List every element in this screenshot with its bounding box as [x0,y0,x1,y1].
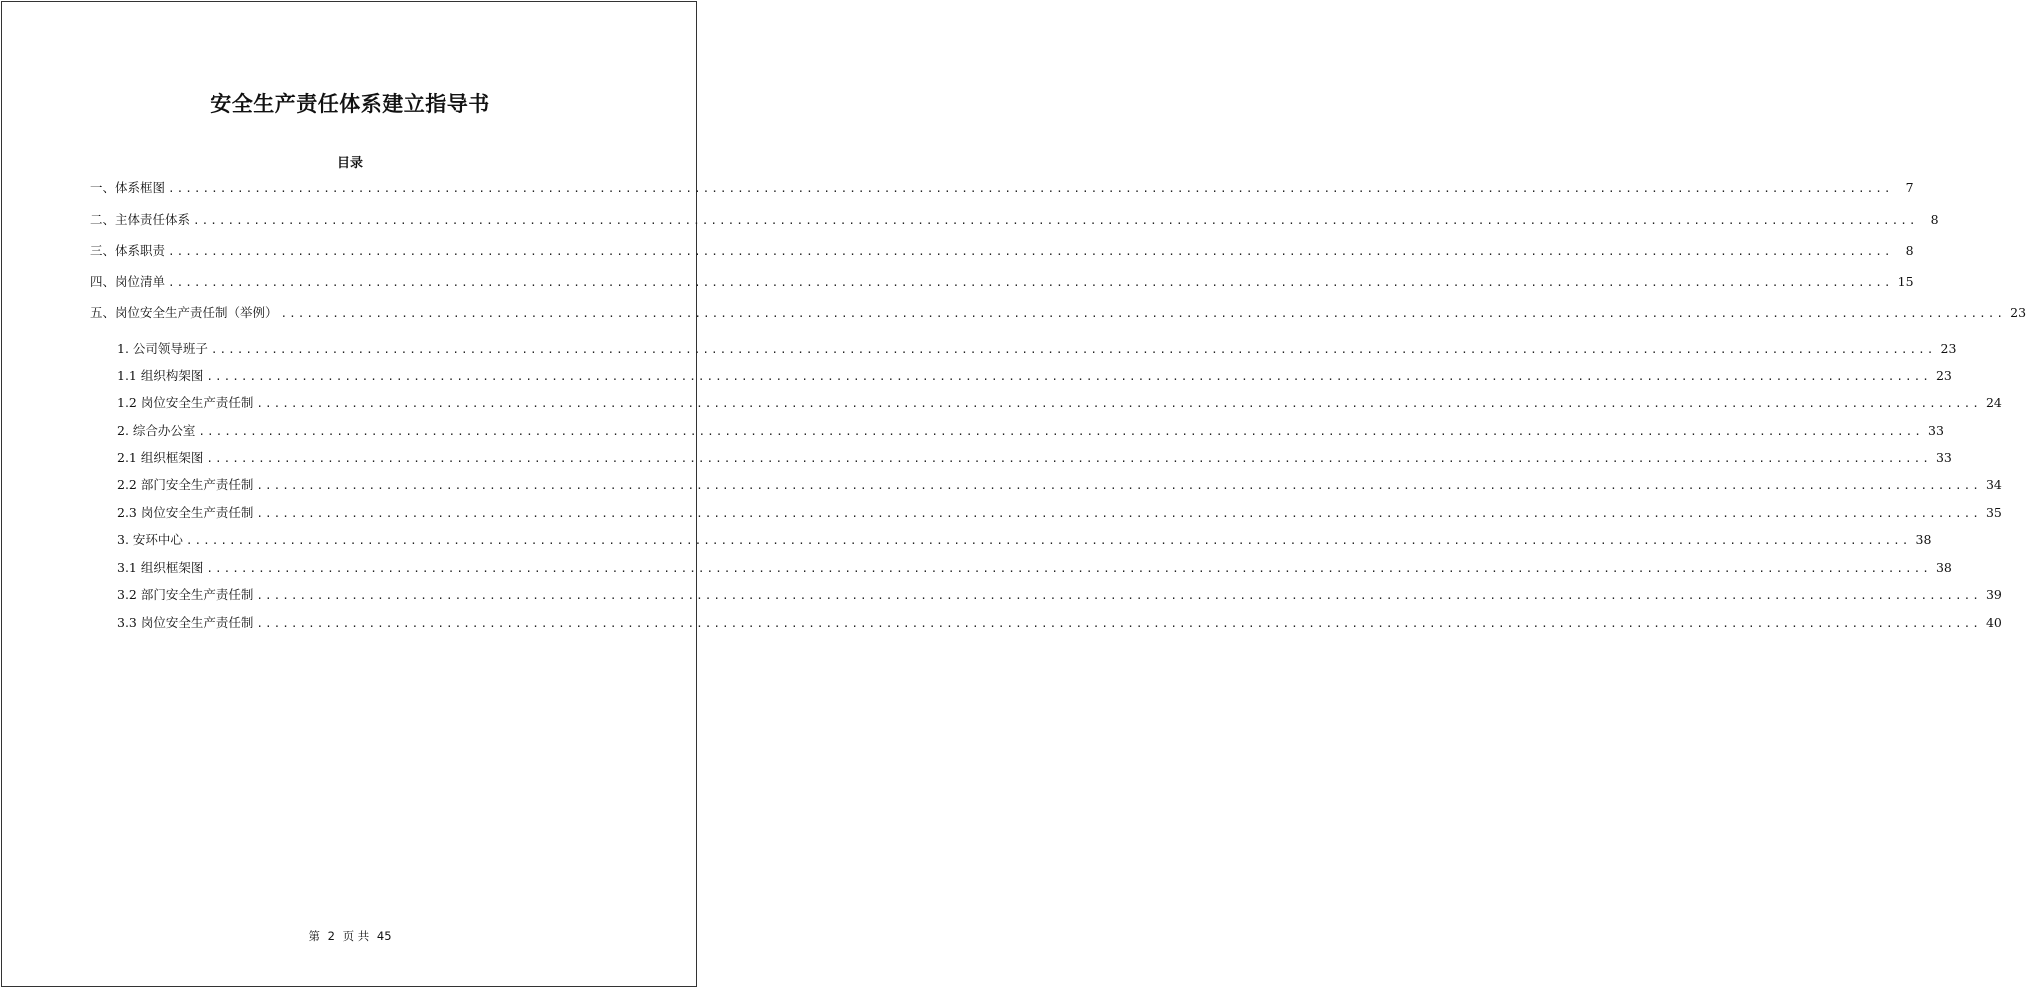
toc-entry[interactable] [90,305,2026,321]
toc-subentry[interactable] [117,615,2002,631]
footer-mid: 页 共 [342,929,370,943]
toc-dot-leader: ........................................................................................................................................................................................................ [185,534,1911,547]
footer-total-pages: 45 [376,929,392,943]
toc-page-number: 38 [1915,532,1932,547]
toc-subentry[interactable] [117,341,1957,357]
toc-entry[interactable] [90,212,1939,228]
toc-dot-leader: ........................................................................................................................................................................................................ [256,617,1981,630]
footer-current-page: 2 [327,929,335,943]
toc-entry-title[interactable]: 2.1 组织框架图 [117,450,204,465]
toc-entry-title[interactable]: 1. 公司领导班子 [117,341,208,356]
toc-dot-leader: ........................................................................................................................................................................................................ [256,397,1981,410]
toc-dot-leader: ........................................................................................................................................................................................................ [256,479,1981,492]
toc-dot-leader: ........................................................................................................................................................................................................ [206,562,1931,575]
toc-subentry[interactable] [117,505,2002,521]
toc-heading: 目录 [336,156,363,171]
toc-page-number: 23 [1935,368,1952,383]
toc-subentry[interactable] [117,560,1952,576]
toc-page-number: 24 [1985,395,2002,410]
toc-dot-leader: ........................................................................................................................................................................................................ [193,214,1918,227]
toc-entry-title[interactable]: 3.1 组织框架图 [117,560,204,575]
toc-page-number: 33 [1935,450,1952,465]
toc-page-number: 23 [1940,341,1957,356]
toc-dot-leader: ........................................................................................................................................................................................................ [280,307,2006,320]
page-border [1,1,697,987]
toc-page-number: 34 [1985,477,2002,492]
toc-subentry[interactable] [117,532,1932,548]
toc-entry-title[interactable]: 3.3 岗位安全生产责任制 [117,615,254,630]
toc-entry-title[interactable]: 3. 安环中心 [117,532,183,547]
toc-page-number: 40 [1985,615,2002,630]
toc-dot-leader: ........................................................................................................................................................................................................ [206,452,1931,465]
toc-subentry[interactable] [117,477,2002,493]
toc-dot-leader: ........................................................................................................................................................................................................ [168,245,1893,258]
toc-entry-title[interactable]: 二、主体责任体系 [90,212,191,227]
toc-dot-leader: ........................................................................................................................................................................................................ [168,182,1893,195]
toc-subentry[interactable] [117,587,2002,603]
page-footer [0,928,700,944]
toc-entry-title[interactable]: 1.1 组织构架图 [117,368,204,383]
toc-dot-leader: ........................................................................................................................................................................................................ [256,507,1981,520]
toc-page-number: 8 [1905,243,1914,258]
toc-page-number: 8 [1930,212,1939,227]
toc-entry-title[interactable]: 一、体系框图 [90,180,166,195]
footer-prefix: 第 [308,929,320,943]
toc-page-number: 23 [2010,305,2026,320]
toc-entry-title[interactable]: 2.3 岗位安全生产责任制 [117,505,254,520]
document-title: 安全生产责任体系建立指导书 [210,92,490,116]
toc-subentry[interactable] [117,368,1952,384]
toc-subentry[interactable] [117,450,1952,466]
toc-subentry[interactable] [117,423,1944,439]
toc-entry-title[interactable]: 四、岗位清单 [90,274,166,289]
toc-page-number: 35 [1985,505,2002,520]
toc-entry[interactable] [90,243,1914,259]
toc-entry-title[interactable]: 三、体系职责 [90,243,166,258]
toc-dot-leader: ........................................................................................................................................................................................................ [256,589,1981,602]
toc-page-number: 7 [1905,180,1914,195]
toc-entry-title[interactable]: 2. 综合办公室 [117,423,196,438]
toc-dot-leader: ........................................................................................................................................................................................................ [198,425,1923,438]
toc-entry-title[interactable]: 3.2 部门安全生产责任制 [117,587,254,602]
toc-dot-leader: ........................................................................................................................................................................................................ [210,343,1936,356]
toc-page-number: 39 [1985,587,2002,602]
toc-entry[interactable] [90,274,1914,290]
toc-dot-leader: ........................................................................................................................................................................................................ [168,276,1893,289]
toc-entry-title[interactable]: 1.2 岗位安全生产责任制 [117,395,254,410]
toc-dot-leader: ........................................................................................................................................................................................................ [206,370,1931,383]
toc-subentry[interactable] [117,395,2002,411]
toc-page-number: 15 [1897,274,1914,289]
toc-entry[interactable] [90,180,1914,196]
toc-page-number: 33 [1928,423,1944,438]
toc-entry-title[interactable]: 五、岗位安全生产责任制（举例） [90,305,278,320]
toc-entry-title[interactable]: 2.2 部门安全生产责任制 [117,477,254,492]
toc-page-number: 38 [1935,560,1952,575]
